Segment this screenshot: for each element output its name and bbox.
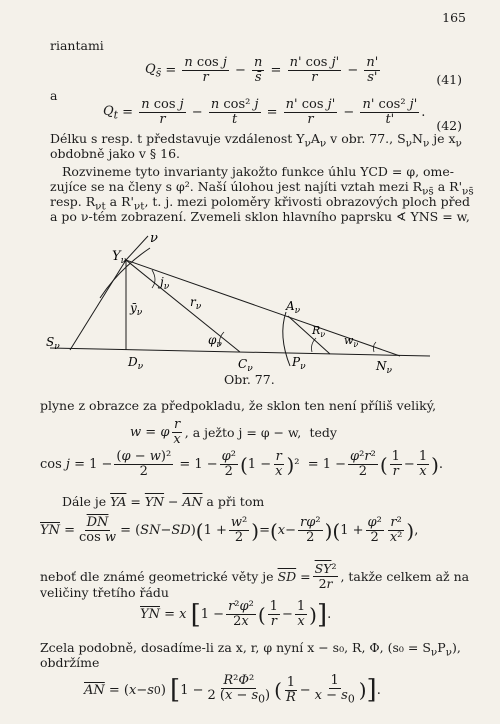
label-d: $D_\nu$ bbox=[128, 355, 144, 372]
nu-line bbox=[126, 236, 148, 260]
paragraph-rozvineme-2: zujíce se na členy s φ². Naší úlohou jest najíti vztah mezi $R_{\nu s̄}$ a $R'_{\nu s̄}$ bbox=[50, 179, 474, 198]
paragraph-nebot: neboť dle známé geometrické věty je $\overline{SD}$ = $\frac{\overline{SY}^2}{2r}$ , takže celkem až na bbox=[40, 561, 470, 591]
text-line-a: a bbox=[50, 88, 58, 103]
label-n: $N_\nu$ bbox=[376, 359, 392, 376]
equation-42: $Q_t$ = $\frac{\text{n cos j}}{r}$ − $\frac{\text{n cos² j}}{t}$ = $\frac{\text{n' cos j'}}{r}$ − $\frac{\text{n' cos² j'}}{t'}$ . bbox=[103, 97, 426, 127]
paragraph-rozvineme-1: Rozvineme tyto invarianty jakožto funkce úhlu YCD = φ, ome- bbox=[62, 164, 455, 179]
text-line-riantami: riantami bbox=[50, 38, 104, 53]
label-j: $j_\nu$ bbox=[160, 275, 170, 292]
label-p: $P_\nu$ bbox=[292, 355, 306, 372]
equation-41: $Q_{s̄}$ = $\frac{\text{n cos j}}{r}$ − $\frac{n}{s̄}$ = $\frac{\text{n' cos j'}}{r}$ − $\frac{n'}{s'}$ bbox=[145, 55, 379, 85]
equation-yn: $\overline{YN}$ = $\frac{\overline{DN}}{\text{cos w}}$ = ( SN − SD ) ( 1 + $\frac{\text{w²}}{2}$ ) = ( x − $\frac{\text{rφ²}}{2}$ ) ( 1 + $\frac{\text{φ²}}{2}$ $\frac{\text{r²}}{\text{x²}}$ ) , bbox=[40, 515, 419, 545]
equation-an: $\overline{AN}$ = ( x − s 0 ) [ 1 − $\frac{\text{R²Φ²}}{2 (x - s_0)}$ ( $\frac{1}{R}$ − $\frac{1}{x - s_0}$ ) ] . bbox=[84, 673, 381, 706]
text-line-obdobne: obdobně jako v § 16. bbox=[50, 146, 181, 161]
principal-ray bbox=[126, 260, 400, 356]
paragraph-rozvineme-4: a po ν-tém zobrazení. Zvemeli sklon hlavního paprsku ∢ YNS = w, bbox=[50, 209, 470, 224]
paragraph-zcela: Zcela podobně, dosadíme-li za x, r, φ nyní x − s₀, R, Φ, $(s_0 = S_\nu P_\nu)$, bbox=[40, 640, 461, 659]
label-s: $S_\nu$ bbox=[46, 335, 60, 352]
label-a: $A_\nu$ bbox=[286, 299, 301, 316]
label-nu: ν bbox=[150, 231, 158, 246]
surface-arc-a bbox=[283, 312, 290, 366]
label-r: $r_\nu$ bbox=[190, 295, 202, 312]
label-R: $R_\nu$ bbox=[312, 324, 326, 339]
text-line-delku: Délku s resp. t představuje vzdálenost $Y_\nu A_\nu$ v obr. 77., $S_\nu N_\nu$ je $x_\nu$ bbox=[50, 131, 462, 150]
paragraph-obdrzime: obdržíme bbox=[40, 655, 100, 670]
paragraph-plyne: plyne z obrazce za předpokladu, že sklon ten není příliš veliký, bbox=[40, 398, 437, 413]
label-phi: $\varphi_\nu$ bbox=[208, 333, 222, 350]
ray-y-s bbox=[70, 260, 126, 350]
equation-yn-final: $\overline{YN}$ = x [ 1 − $\frac{\text{r²φ²}}{2x}$ ( $\frac{1}{r}$ − $\frac{1}{x}$ ) ] . bbox=[140, 599, 332, 630]
label-c: $C_\nu$ bbox=[238, 357, 253, 374]
figure-caption: Obr. 77. bbox=[224, 372, 275, 387]
equation-42-label: (42) bbox=[436, 118, 462, 133]
ray-y-c bbox=[126, 260, 240, 352]
paragraph-dale: Dále je $\overline{YA}$ = $\overline{YN}$ − $\overline{AN}$ a při tom bbox=[62, 494, 265, 509]
paragraph-veliciny: veličiny třetího řádu bbox=[40, 585, 169, 600]
figure-77 bbox=[40, 228, 470, 376]
label-ybar: $ȳ_\nu$ bbox=[130, 301, 143, 318]
equation-cos-j: cos j = 1 − $\frac{\text{(φ − w)²}}{2}$ = 1 − $\frac{\text{φ²}}{2}$ ( 1 − $\frac{r}{x}$ ) ² = 1 − $\frac{\text{φ²r²}}{2}$ ( $\frac{1}{r}$ − $\frac{1}{x}$ ) . bbox=[40, 449, 444, 479]
paragraph-rozvineme-3: resp. $R_{\nu t}$ a $R'_{\nu t}$, t. j. mezi poloměry křivosti obrazových ploch před bbox=[50, 194, 470, 213]
page-number: 165 bbox=[442, 10, 466, 25]
equation-w: w = φ $\frac{r}{x}$ , a ježto j = φ − w, tedy bbox=[130, 417, 337, 447]
label-y: $Y_\nu$ bbox=[112, 249, 127, 266]
equation-41-label: (41) bbox=[436, 72, 462, 87]
label-w: $w_\nu$ bbox=[344, 334, 359, 349]
